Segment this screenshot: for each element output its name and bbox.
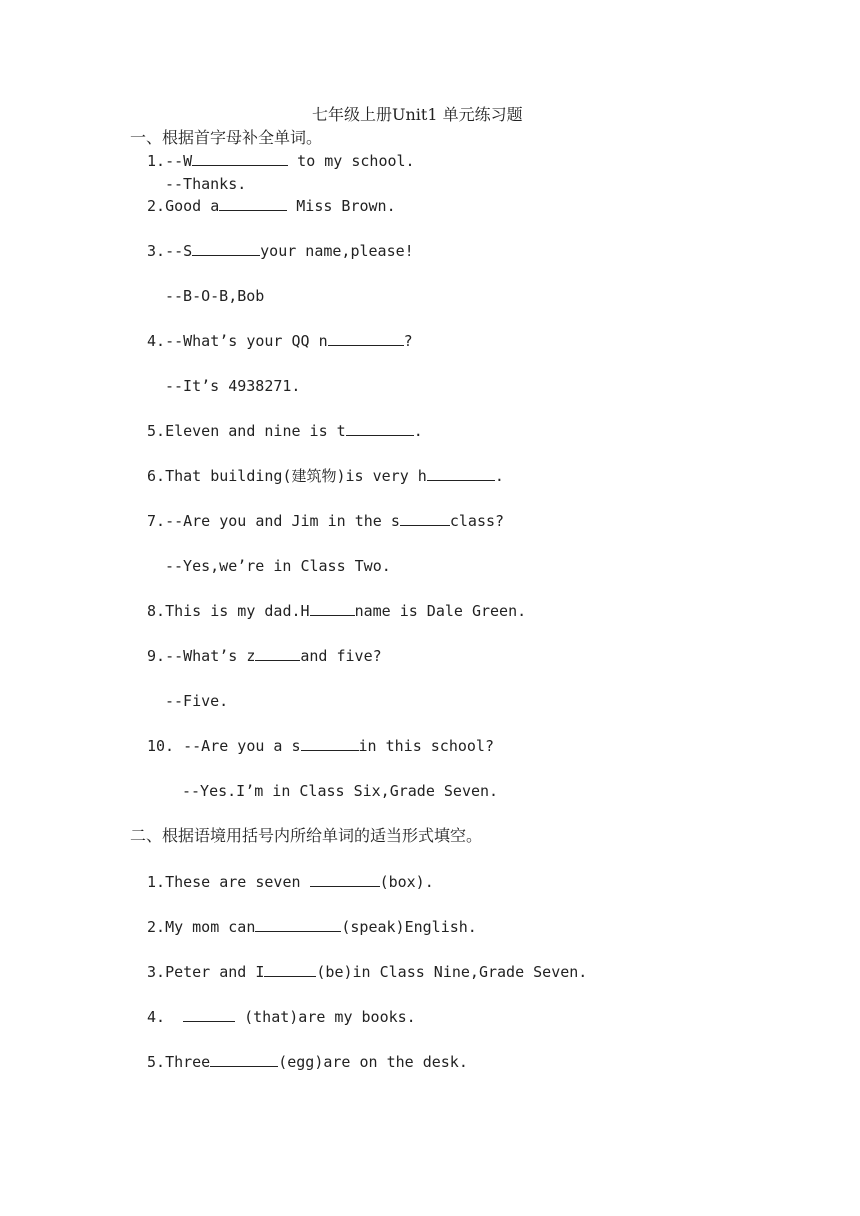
question-text: --Are you and Jim in the s: [165, 512, 400, 530]
question-number: 6.: [147, 467, 166, 485]
answer-blank[interactable]: [192, 241, 260, 256]
question-1: [147, 151, 415, 171]
answer-blank[interactable]: [310, 872, 380, 887]
question-number: 5.: [147, 1053, 166, 1071]
page-title: 七年级上册Unit1 单元练习题: [312, 105, 523, 124]
fill-2: [147, 917, 477, 937]
question-text-after: ?: [403, 332, 413, 350]
answer-blank[interactable]: [183, 1007, 235, 1022]
question-10: [147, 736, 494, 756]
question-text-after: .: [494, 467, 504, 485]
question-text: Peter and I: [165, 963, 265, 981]
question-number: 1.: [147, 152, 166, 170]
reply-3: --B-O-B,Bob: [165, 287, 265, 305]
question-text: --Are you a s: [174, 737, 301, 755]
fill-5: [147, 1052, 468, 1072]
question-text-after: .: [413, 422, 423, 440]
fill-1: [147, 872, 434, 892]
question-text: My mom can: [165, 918, 256, 936]
reply-1: --Thanks.: [165, 175, 247, 193]
reply-4: --It’s 4938271.: [165, 377, 301, 395]
question-text: --What’s z: [165, 647, 256, 665]
question-5: [147, 421, 423, 441]
question-7: [147, 511, 504, 531]
question-number: 10.: [147, 737, 175, 755]
question-text-after: (be)in Class Nine,Grade Seven.: [316, 963, 588, 981]
answer-blank[interactable]: [427, 466, 495, 481]
question-text: Three: [165, 1053, 211, 1071]
question-6: [147, 466, 504, 486]
question-text-after: in this school?: [358, 737, 494, 755]
question-text: These are seven: [165, 873, 310, 891]
answer-blank[interactable]: [255, 917, 341, 932]
answer-blank[interactable]: [400, 511, 450, 526]
question-text: --What’s your QQ n: [165, 332, 328, 350]
question-text-after: (box).: [379, 873, 434, 891]
question-number: 8.: [147, 602, 166, 620]
question-text-after: (that)are my books.: [235, 1008, 416, 1026]
question-4: [147, 331, 413, 351]
question-text: That building(建筑物)is very h: [165, 467, 427, 485]
question-number: 7.: [147, 512, 166, 530]
section-2-heading: 二、根据语境用括号内所给单词的适当形式填空。: [130, 826, 483, 845]
question-9: [147, 646, 382, 666]
question-text: --W: [165, 152, 193, 170]
question-text: Eleven and nine is t: [165, 422, 346, 440]
question-text-after: class?: [449, 512, 505, 530]
question-number: 4.: [147, 1008, 166, 1026]
answer-blank[interactable]: [219, 196, 287, 211]
question-text-after: (speak)English.: [341, 918, 477, 936]
answer-blank[interactable]: [310, 601, 355, 616]
answer-blank[interactable]: [210, 1052, 278, 1067]
answer-blank[interactable]: [346, 421, 414, 436]
question-text: --S: [165, 242, 193, 260]
section-1-heading: 一、根据首字母补全单词。: [130, 128, 323, 147]
question-8: [147, 601, 526, 621]
fill-3: [147, 962, 587, 982]
question-number: 2.: [147, 197, 166, 215]
question-text-after: to my school.: [288, 152, 415, 170]
question-number: 3.: [147, 963, 166, 981]
answer-blank[interactable]: [301, 736, 359, 751]
question-text: This is my dad.H: [165, 602, 310, 620]
answer-blank[interactable]: [264, 962, 316, 977]
question-2: [147, 196, 396, 216]
question-number: 5.: [147, 422, 166, 440]
question-number: 9.: [147, 647, 166, 665]
question-3: [147, 241, 414, 261]
reply-9: --Five.: [165, 692, 229, 710]
question-text: [165, 1008, 174, 1026]
reply-7: --Yes,we’re in Class Two.: [165, 557, 391, 575]
question-number: 2.: [147, 918, 166, 936]
question-text-after: Miss Brown.: [287, 197, 396, 215]
question-text-after: your name,please!: [260, 242, 414, 260]
question-text: Good a: [165, 197, 220, 215]
answer-blank[interactable]: [255, 646, 300, 661]
question-text-after: and five?: [300, 647, 382, 665]
question-number: 1.: [147, 873, 166, 891]
question-text-after: (egg)are on the desk.: [278, 1053, 468, 1071]
reply-10: --Yes.I’m in Class Six,Grade Seven.: [182, 782, 499, 800]
question-number: 3.: [147, 242, 166, 260]
answer-blank[interactable]: [328, 331, 404, 346]
question-number: 4.: [147, 332, 166, 350]
fill-4: [147, 1007, 416, 1027]
answer-blank[interactable]: [192, 151, 288, 166]
question-text-after: name is Dale Green.: [354, 602, 527, 620]
